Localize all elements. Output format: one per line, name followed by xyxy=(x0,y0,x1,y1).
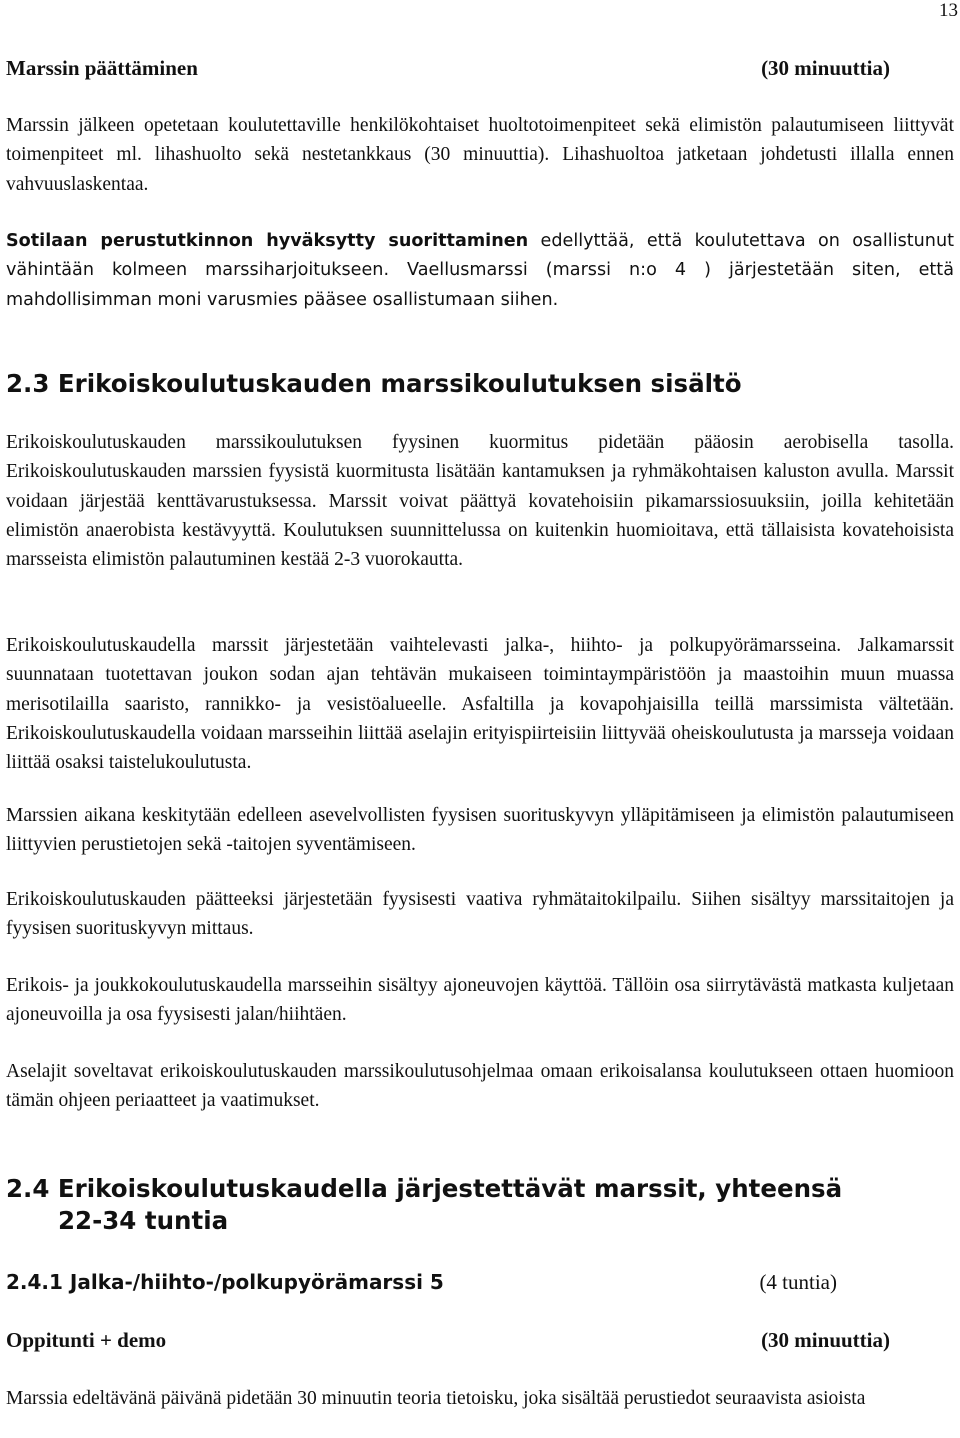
bold-phrase: Sotilaan perustutkinnon hyväksytty suorittaminen xyxy=(6,231,529,251)
section-heading-2-3: 2.3 Erikoiskoulutuskauden marssikoulutuksen sisältö xyxy=(6,369,742,398)
oppitunti-title: Oppitunti + demo xyxy=(6,1328,167,1352)
subsection-duration: (4 tuntia) xyxy=(759,1270,837,1294)
paragraph-2-3-5: Erikois- ja joukkokoulutuskaudella marsseihin sisältyy ajoneuvojen käyttöä. Tällöin osa siirrytävästä matkasta kuljetaan ajoneuvoilla ja osa fyysisesti jalan/hiihtäen. xyxy=(6,975,954,1026)
paragraph-marssin-2 xyxy=(6,227,954,315)
oppitunti-header xyxy=(6,1328,890,1353)
paragraph-2-3-2: Erikoiskoulutuskaudella marssit järjestetään vaihtelevasti jalka-, hiihto- ja polkupyörämarsseina. Jalkamarssit suunnataan tuotettavan joukon sodan ajan tehtävän mukaiseen toimintaympäristöön ja maastoihin muun muassa merisotilailla saaristo, rannikko- ja vesistöalueelle. Asfaltilla ja kovapohjaisilla teillä marssimista vältetään. Erikoiskoulutuskaudella voidaan marsseihin liittää aselajin erityispiirteisiin liittyvää oheiskoulutusta ja marsseja voidaan liittää osaksi taistelukoulutusta. xyxy=(6,635,954,774)
subsection-title: 2.4.1 Jalka-/hiihto-/polkupyörämarssi 5 xyxy=(6,1270,444,1294)
paragraph-marssin-1: Marssin jälkeen opetetaan koulutettaville henkilökohtaiset huoltotoimenpiteet sekä elimistön palautumiseen liittyvät toimenpiteet ml. lihashuolto sekä nestetankkaus (30 minuuttia). Lihashuoltoa jatketaan johdetusti illalla ennen vahvuuslaskentaa. xyxy=(6,115,954,195)
section-title: Marssin päättäminen xyxy=(6,56,198,80)
heading-line-1: 2.4 Erikoiskoulutuskaudella järjestettävät marssit, yhteensä xyxy=(6,1174,843,1203)
paragraph-2-3-6: Aselajit soveltavat erikoiskoulutuskauden marssikoulutusohjelmaa omaan erikoisalansa koulutukseen ottaen huomioon tämän ohjeen periaatteet ja vaatimukset. xyxy=(6,1061,954,1112)
heading-line-2: 22-34 tuntia xyxy=(58,1206,229,1235)
paragraph-2-4-last: Marssia edeltävänä päivänä pidetään 30 minuutin teoria tietoisku, joka sisältää perustiedot seuraavista asioista xyxy=(6,1388,866,1409)
oppitunti-duration: (30 minuuttia) xyxy=(761,1328,890,1352)
section-duration: (30 minuuttia) xyxy=(761,56,890,80)
paragraph-rest: edellyttää, että koulutettava on osallistunut vähintään kolmeen marssiharjoitukseen. Vaellusmarssi (marssi n:o 4 ) järjestetään siten, että mahdollisimman moni varusmies pääsee osallistumaan siihen. xyxy=(6,231,954,310)
section-header-marssin xyxy=(6,56,890,81)
paragraph-2-3-4: Erikoiskoulutuskauden päätteeksi järjestetään fyysisesti vaativa ryhmätaitokilpailu. Siihen sisältyy marssitaitojen ja fyysisen suorituskyvyn mittaus. xyxy=(6,889,954,940)
subsection-header-2-4-1 xyxy=(6,1270,890,1295)
paragraph-2-3-1: Erikoiskoulutuskauden marssikoulutuksen fyysinen kuormitus pidetään pääosin aerobisella tasolla. Erikoiskoulutuskauden marssien fyysistä kuormitusta lisätään kantamuksen ja ryhmäkohtaisen kaluston avulla. Marssit voidaan järjestää kenttävarustuksessa. Marssit voivat päättyä kovatehoisiin pikamarssiosuuksiin, joilla kehitetään elimistön anaerobista kestävyyttä. Koulutuksen suunnittelussa on kuitenkin huomioitava, että tällaisista kovatehoisista marsseista elimistön palautuminen kestää 2-3 vuorokautta. xyxy=(6,432,954,571)
section-heading-2-4 xyxy=(6,1173,842,1237)
paragraph-2-3-3: Marssien aikana keskitytään edelleen asevelvollisten fyysisen suorituskyvyn ylläpitämiseen ja elimistön palautumiseen liittyvien perustietojen sekä -taitojen syventämiseen. xyxy=(6,805,954,856)
page-number: 13 xyxy=(939,0,958,21)
